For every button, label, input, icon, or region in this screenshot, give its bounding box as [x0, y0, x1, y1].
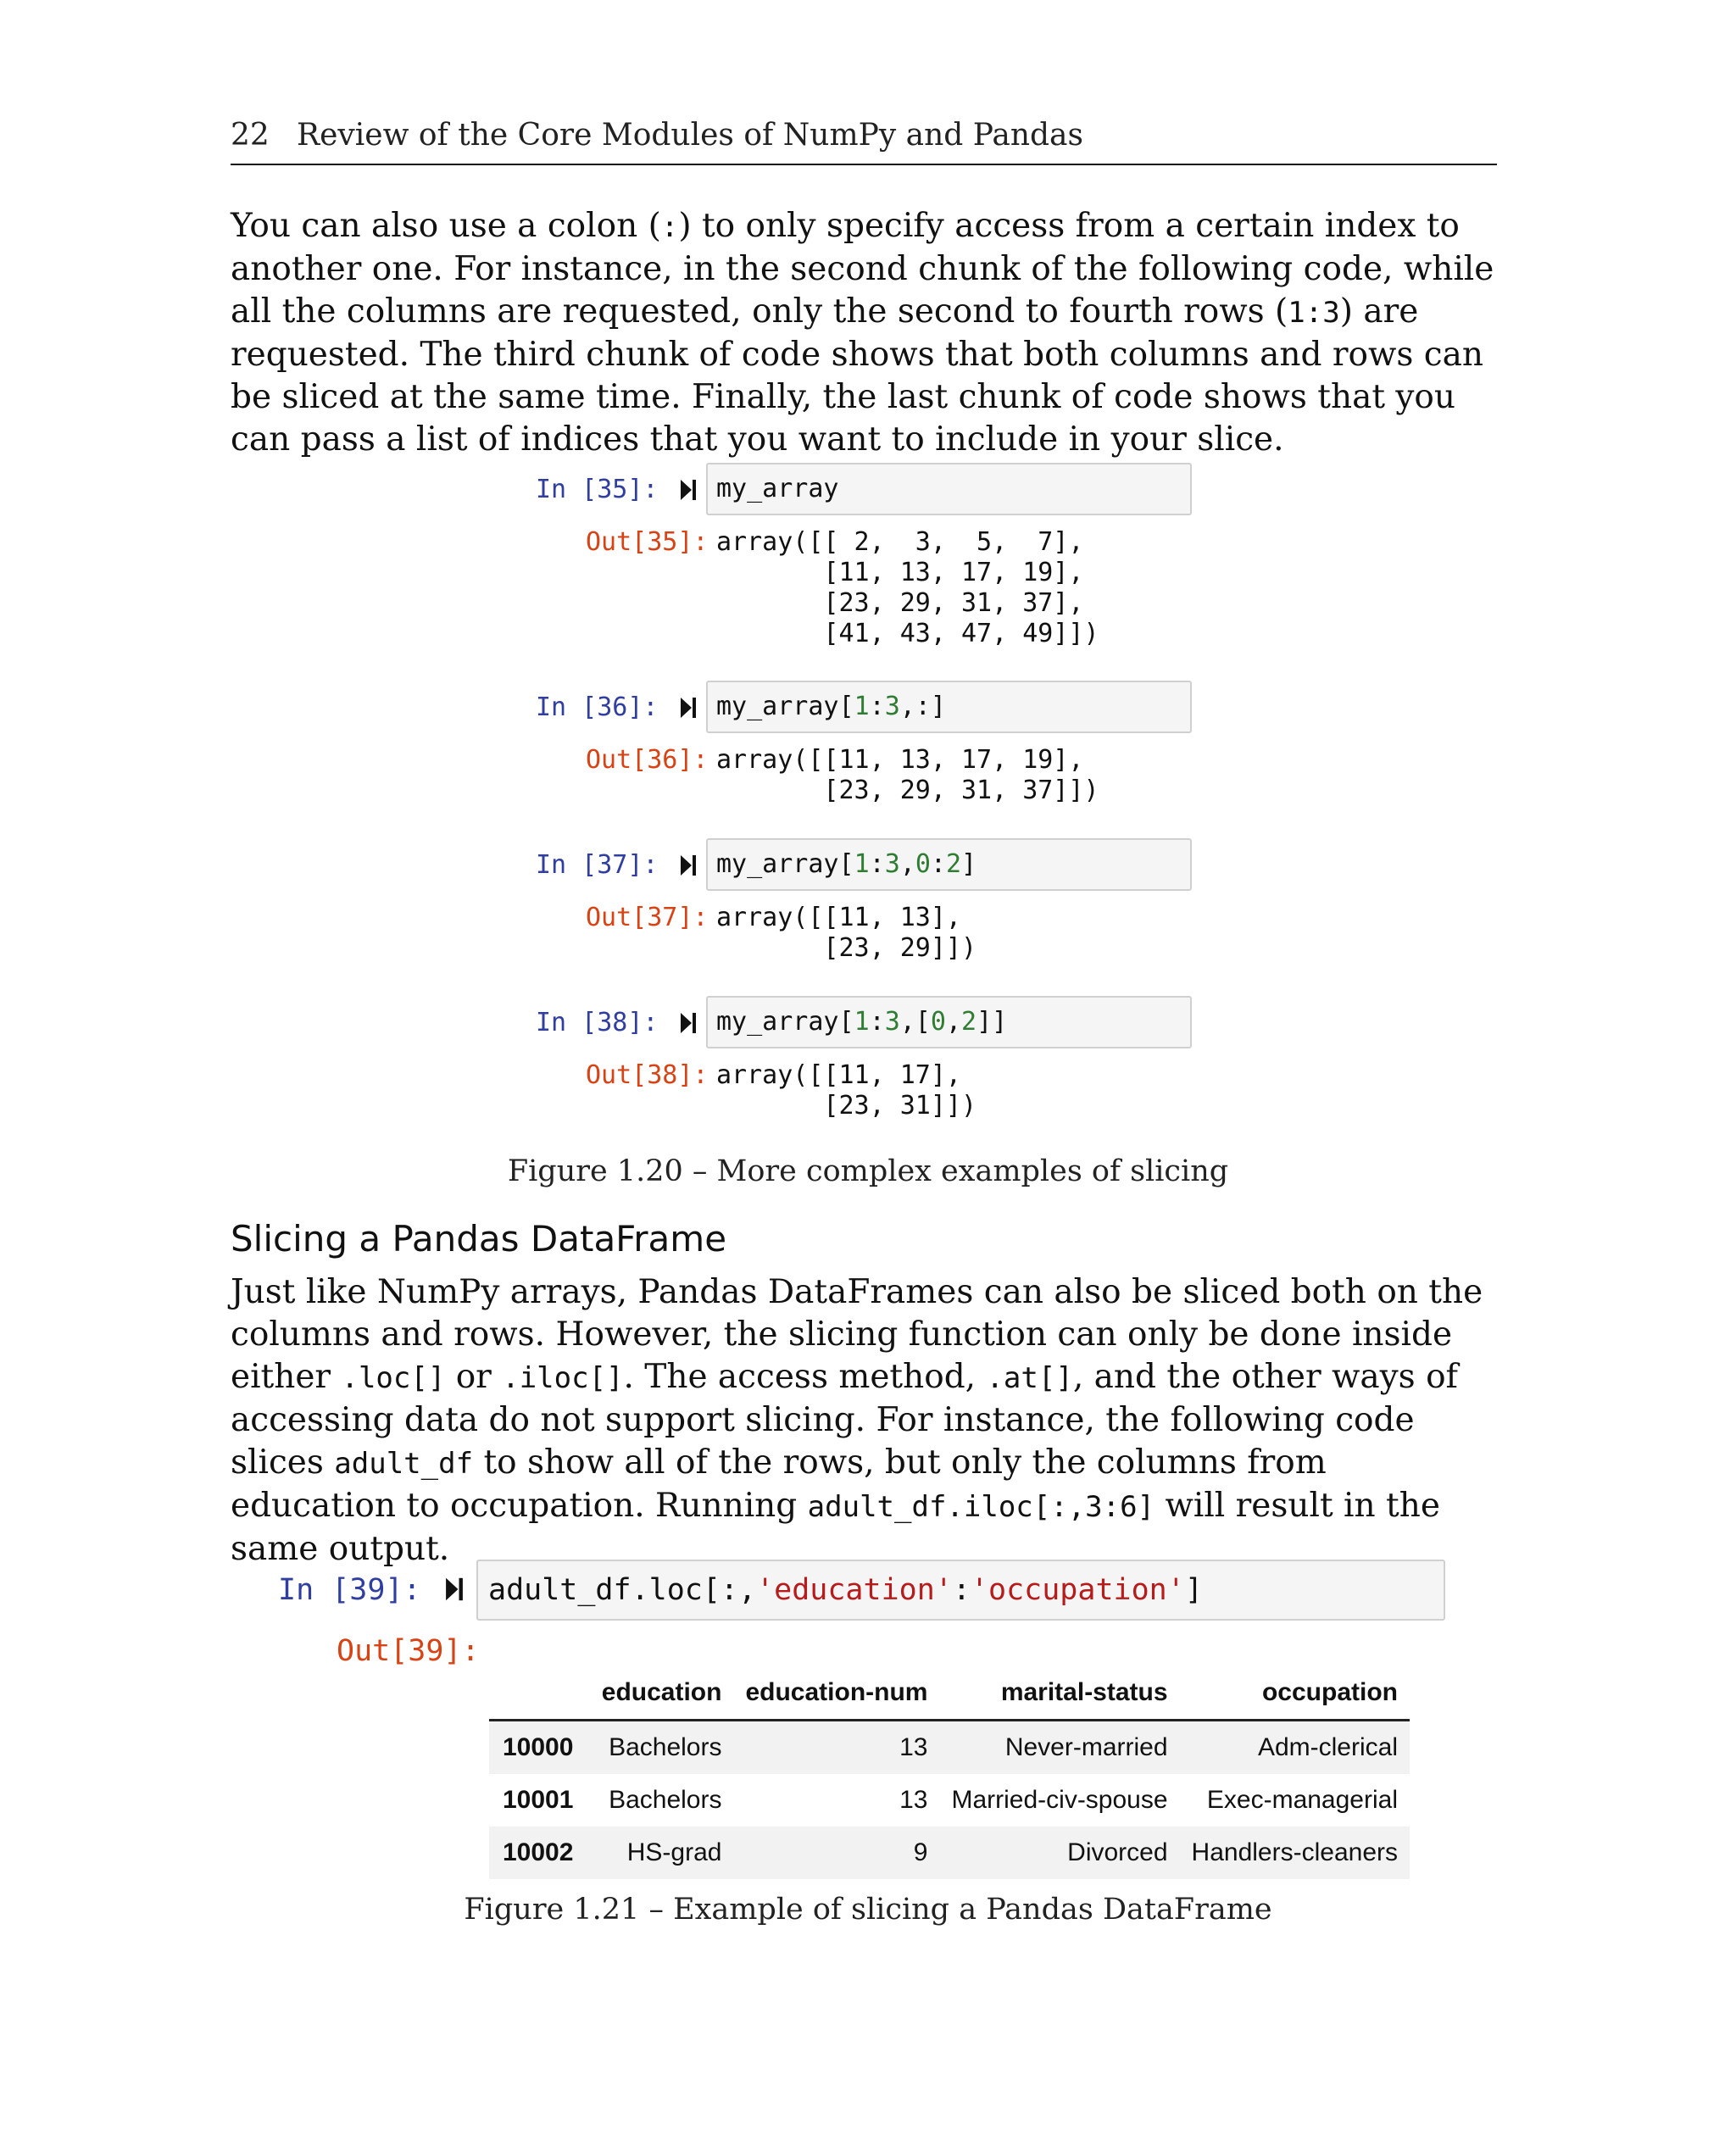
running-title: Review of the Core Modules of NumPy and Pandas [297, 118, 1083, 153]
text-run: , and the other ways of accessing data do not support slicing. For instance, the following code slices [231, 1358, 1458, 1482]
code-cell-input[interactable] [706, 681, 1192, 733]
code-text: ] [1184, 1573, 1203, 1607]
out-prompt: Out[37]: [586, 903, 709, 932]
inline-code: .loc[] [341, 1361, 446, 1395]
code-text: ,:] [899, 692, 946, 721]
code-text: : [869, 692, 885, 721]
cell-output: array([[11, 17], [23, 31]]) [716, 1060, 977, 1121]
dataframe-paragraph [231, 1271, 1502, 1571]
table-cell: Adm-clerical [1257, 1733, 1398, 1761]
table-cell: Handlers-cleaners [1191, 1838, 1398, 1866]
inline-code: adult_df.iloc[:,3:6] [807, 1490, 1155, 1524]
section-heading: Slicing a Pandas DataFrame [231, 1218, 727, 1260]
header-rule [231, 164, 1497, 165]
code-number: 0 [930, 1007, 946, 1037]
run-cell-icon[interactable] [680, 478, 697, 502]
column-header: education [590, 1666, 734, 1721]
code-string: 'education' [756, 1573, 953, 1607]
out-prompt: Out[38]: [586, 1060, 709, 1090]
table-cell: Bachelors [609, 1786, 722, 1814]
inline-code: .at[] [986, 1361, 1073, 1395]
in-prompt: In [38]: [536, 1008, 659, 1037]
text-run: will result in the same output. [231, 1487, 1440, 1568]
text-run: or [445, 1358, 503, 1396]
code-cell-input[interactable] [476, 1560, 1445, 1621]
table-cell: Exec-managerial [1206, 1786, 1398, 1814]
inline-code: 1:3 [1288, 296, 1340, 330]
dataframe-output-table [489, 1666, 1410, 1879]
in-prompt: In [36]: [536, 692, 659, 722]
column-header: marital-status [939, 1666, 1179, 1721]
column-header: occupation [1180, 1666, 1410, 1721]
figure-caption: Figure 1.20 – More complex examples of slicing [507, 1154, 1229, 1188]
code-text: : [869, 1007, 885, 1037]
text-run: . The access method, [623, 1358, 987, 1396]
table-cell: 13 [899, 1786, 928, 1814]
table-row [489, 1827, 1410, 1879]
code-text: adult_df.loc[:, [488, 1573, 757, 1607]
code-number: 2 [945, 849, 961, 879]
out-prompt: Out[35]: [586, 527, 709, 557]
table-cell: Never-married [1004, 1733, 1168, 1761]
out-prompt: Out[39]: [337, 1634, 480, 1668]
code-number: 2 [961, 1007, 977, 1037]
in-prompt: In [37]: [536, 850, 659, 880]
row-index: 10002 [503, 1838, 574, 1866]
cell-output: array([[11, 13], [23, 29]]) [716, 903, 977, 963]
code-cell-input[interactable] [706, 463, 1192, 515]
code-number: 0 [915, 849, 931, 879]
code-number: 1 [854, 692, 870, 721]
code-number: 3 [884, 692, 900, 721]
page-header [231, 115, 1497, 156]
in-prompt: In [39]: [278, 1573, 421, 1607]
table-cell: 13 [899, 1733, 928, 1761]
code-text: ,[ [899, 1007, 931, 1037]
index-header [489, 1666, 590, 1721]
code-number: 3 [884, 849, 900, 879]
code-number: 1 [854, 849, 870, 879]
table-header-row [489, 1666, 1410, 1721]
text-run: ) are requested. The third chunk of code shows that both columns and rows can be sliced at the same time. Finally, the last chunk of code shows that you can pass a list of indices that you want to include in your slice. [231, 292, 1484, 459]
code-text: ] [961, 849, 977, 879]
cell-output: array([[ 2, 3, 5, 7], [11, 13, 17, 19], [23, 29, 31, 37], [41, 43, 47, 49]]) [716, 527, 1099, 648]
code-number: 1 [854, 1007, 870, 1037]
table-cell: 9 [913, 1838, 928, 1866]
code-text: my_array[ [716, 849, 854, 879]
code-text: my_array[ [716, 1007, 854, 1037]
page-number: 22 [231, 118, 270, 153]
text-run: ) to only specify access from a certain index to another one. For instance, in the second chunk of the following code, while all the columns are requested, only the second to fourth rows ( [231, 207, 1494, 331]
column-header: education-num [733, 1666, 939, 1721]
table-row [489, 1721, 1410, 1775]
run-cell-icon[interactable] [445, 1576, 464, 1603]
code-cell-input[interactable] [706, 996, 1192, 1048]
in-prompt: In [35]: [536, 475, 659, 504]
inline-code: adult_df [334, 1447, 474, 1481]
text-run: You can also use a colon ( [231, 207, 661, 245]
table-cell: Married-civ-spouse [951, 1786, 1168, 1814]
code-cell-input[interactable] [706, 838, 1192, 891]
run-cell-icon[interactable] [680, 696, 697, 720]
code-text: my_array [716, 474, 839, 503]
table-cell: Bachelors [609, 1733, 722, 1761]
code-text: , [945, 1007, 961, 1037]
code-text: : [952, 1573, 971, 1607]
row-index: 10001 [503, 1786, 574, 1814]
text-run: Just like NumPy arrays, Pandas DataFrames can also be sliced both on the columns and rows. However, the slicing function can only be done inside either [231, 1273, 1483, 1396]
code-text: : [930, 849, 946, 879]
inline-code: .iloc[] [502, 1361, 624, 1395]
code-string: 'occupation' [970, 1573, 1185, 1607]
code-text: ]] [976, 1007, 1008, 1037]
run-cell-icon[interactable] [680, 1011, 697, 1035]
row-index: 10000 [503, 1733, 574, 1761]
table-cell: HS-grad [626, 1838, 722, 1866]
out-prompt: Out[36]: [586, 745, 709, 775]
figure-caption: Figure 1.21 – Example of slicing a Pandas DataFrame [464, 1893, 1272, 1927]
code-number: 3 [884, 1007, 900, 1037]
table-cell: Divorced [1067, 1838, 1168, 1866]
code-text: : [869, 849, 885, 879]
cell-output: array([[11, 13, 17, 19], [23, 29, 31, 37]]) [716, 745, 1099, 805]
inline-code: : [660, 210, 679, 244]
table-row [489, 1774, 1410, 1827]
run-cell-icon[interactable] [680, 854, 697, 877]
intro-paragraph [231, 205, 1502, 461]
code-text: , [899, 849, 915, 879]
code-text: my_array[ [716, 692, 854, 721]
text-run: to show all of the rows, but only the columns from education to occupation. Running [231, 1443, 1327, 1525]
